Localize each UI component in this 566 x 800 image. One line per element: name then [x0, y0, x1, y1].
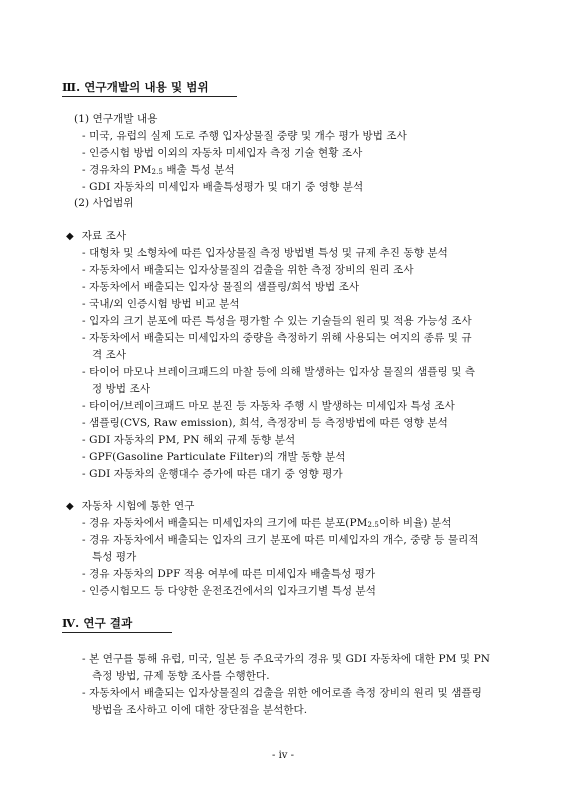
- group-1-item: - 자동차에서 배출되는 입자상물질의 검출을 위한 측정 장비의 원리 조사: [82, 264, 414, 276]
- group-1-item: - 자동차에서 배출되는 미세입자의 중량을 측정하기 위해 사용되는 여지의 종류 및 규: [82, 332, 472, 344]
- sub-1-item-pm25: - 경유차의 PM2.5 배출 특성 분석: [82, 164, 235, 176]
- section-3-underline: [62, 96, 237, 97]
- group-1-title: ◆ 자료 조사: [66, 230, 127, 242]
- group-2-item: - 경유 자동차에서 배출되는 입자의 크기 분포에 따른 미세입자의 개수, 중량 등 물리적: [82, 534, 479, 546]
- group-1-item: - 대형차 및 소형차에 따른 입자상물질 측정 방법별 특성 및 규제 추진 동향 분석: [82, 247, 448, 259]
- sub-2-label: (2) 사업범위: [74, 197, 134, 209]
- group-1-item: - GDI 자동차의 PM, PN 해외 규제 동향 분석: [82, 434, 296, 446]
- group-2-title: ◆ 자동차 시험에 통한 연구: [66, 500, 195, 512]
- section-4-heading: Ⅳ. 연구 결과: [62, 616, 133, 630]
- section-4-item-cont: 측정 방법, 규제 동향 조사를 수행한다.: [92, 670, 270, 682]
- section-4-item: - 자동차에서 배출되는 입자상물질의 검출을 위한 에어로졸 측정 장비의 원리 및 샘플링: [82, 687, 482, 699]
- section-4-item: - 본 연구를 통해 유럽, 미국, 일본 등 주요국가의 경유 및 GDI 자동차에 대한 PM 및 PN: [82, 653, 491, 665]
- group-1-item-cont: 정 방법 조사: [92, 383, 151, 395]
- sub-1-item: - 인증시험 방법 이외의 자동차 미세입자 측정 기술 현황 조사: [82, 147, 363, 159]
- group-1-item: - 자동차에서 배출되는 입자상 물질의 샘플링/희석 방법 조사: [82, 281, 360, 293]
- sub-1-item: - GDI 자동차의 미세입자 배출특성평가 및 대기 중 영향 분석: [82, 181, 364, 193]
- group-2-item-pm25: - 경유 자동차에서 배출되는 미세입자의 크기에 따른 분포(PM2.5이하 비율) 분석: [82, 517, 452, 529]
- group-2-item-cont: 특성 평가: [92, 551, 137, 563]
- group-1-item: - GDI 자동차의 운행대수 증가에 따른 대기 중 영향 평가: [82, 468, 343, 480]
- group-1-item: - 입자의 크기 분포에 따른 특성을 평가할 수 있는 기술들의 원리 및 적용 가능성 조사: [82, 315, 472, 327]
- sub-1-label: (1) 연구개발 내용: [74, 113, 158, 125]
- diamond-bullet-icon: ◆: [66, 231, 74, 242]
- group-2-item: - 인증시험모드 등 다양한 운전조건에서의 입자크기별 특성 분석: [82, 585, 377, 597]
- group-1-item-cont: 격 조사: [92, 349, 127, 361]
- group-1-item: - 국내/외 인증시험 방법 비교 분석: [82, 298, 240, 310]
- page-number: - iv -: [272, 750, 294, 761]
- sub-1-item: - 미국, 유럽의 실제 도로 주행 입자상물질 중량 및 개수 평가 방법 조사: [82, 130, 407, 142]
- group-1-item: - 타이어/브레이크패드 마모 분진 등 자동차 주행 시 발생하는 미세입자 특성 조사: [82, 400, 455, 412]
- group-1-item: - GPF(Gasoline Particulate Filter)의 개발 동향 분석: [82, 451, 346, 463]
- group-2-item: - 경유 자동차의 DPF 적용 여부에 따른 미세입자 배출특성 평가: [82, 568, 376, 580]
- group-1-item: - 타이어 마모나 브레이크패드의 마찰 등에 의해 발생하는 입자상 물질의 샘플링 및 측: [82, 366, 476, 378]
- diamond-bullet-icon: ◆: [66, 501, 74, 512]
- group-1-item: - 샘플링(CVS, Raw emission), 희석, 측정장비 등 측정방법에 따른 영향 분석: [82, 417, 448, 429]
- section-3-heading: Ⅲ. 연구개발의 내용 및 범위: [62, 80, 209, 94]
- section-4-item-cont: 방법을 조사하고 이에 대한 장단점을 분석한다.: [92, 704, 308, 716]
- section-4-underline: [62, 632, 172, 633]
